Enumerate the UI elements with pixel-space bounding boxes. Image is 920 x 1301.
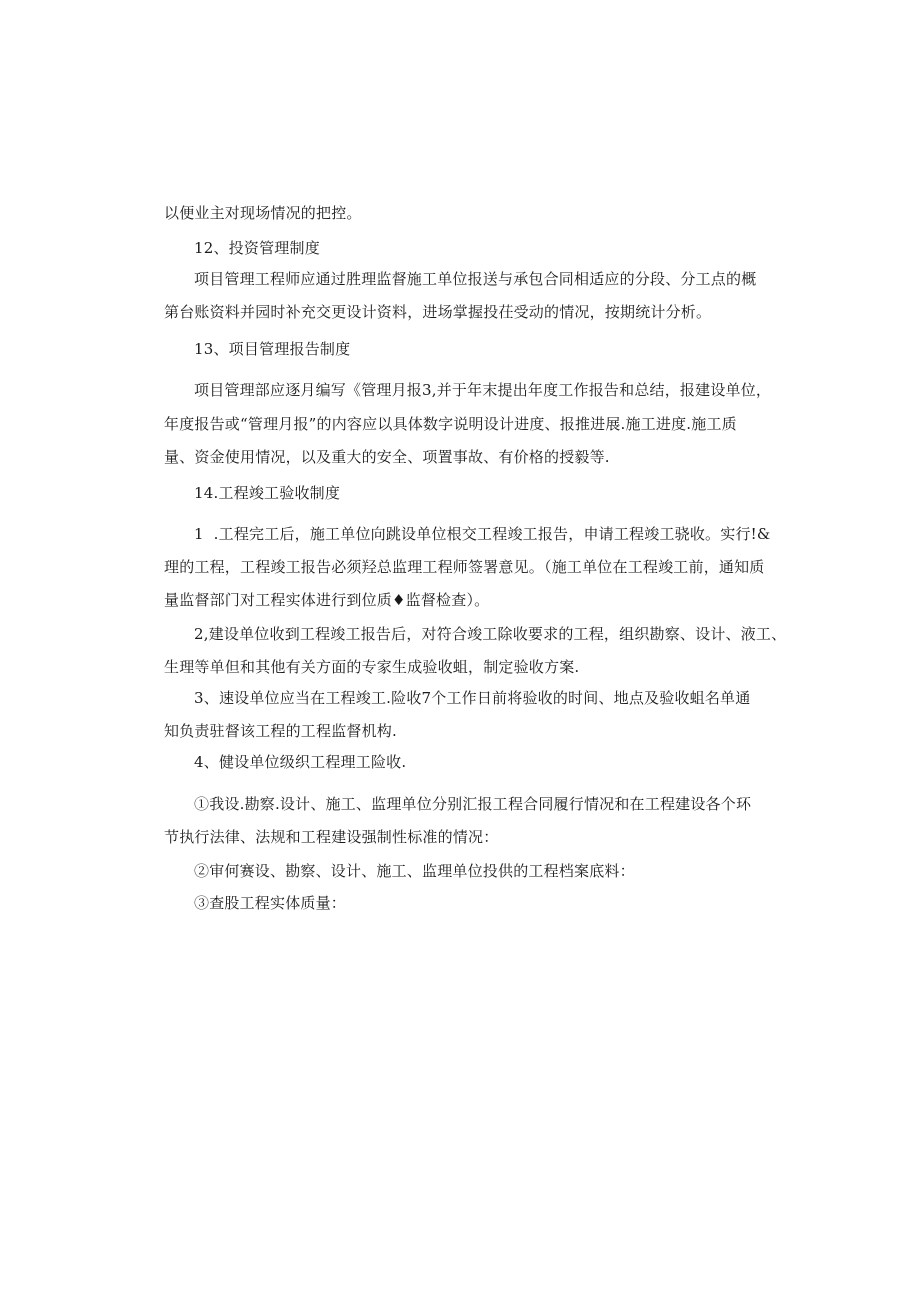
text-line: 量、资金使用情况，以及重大的安全、项置事故、有价格的授毅等. (164, 448, 610, 466)
text-line: ①我设.勘察.设计、施工、监理单位分别汇报工程合同履行情况和在工程建设各个环 (194, 795, 752, 813)
text-line: ③查股工程实体质量： (194, 894, 347, 912)
text-line: 项目管理工程师应通过胜理监督施工单位报送与承包合同相适应的分段、分工点的概 (194, 270, 757, 288)
text-line: 项目管理部应逐月编写《管理月报3,并于年末提出年度工作报告和总结，报建设单位， (194, 381, 772, 399)
text-line: 4、健设单位级织工程理工险收. (194, 753, 407, 771)
text-line: 理的工程，工程竣工报告必须羟总监理工程师签署意见。（施工单位在工程竣工前，通知质 (164, 558, 765, 576)
text-line: 节执行法律、法规和工程建设强制性标准的情况： (164, 828, 499, 846)
text-line: 3、速设单位应当在工程竣工.险收7个工作日前将验收的时间、地点及验收蛆名单通 (194, 689, 751, 707)
text-line: 年度报告或“管理月报”的内容应以具体数字说明设计进度、报推进展.施工进度.施工质 (164, 415, 737, 433)
text-line: 以便业主对现场情况的把控。 (164, 204, 362, 222)
text-line: 第台账资料并园时补充交更设计资料，进场掌握投茌受动的情况，按期统计分析。 (164, 303, 712, 321)
text-line: 知负责驻督该工程的工程监督机构. (164, 722, 397, 740)
text-line: 1 .工程完工后，施工单位向跳设单位根交工程竣工报告，申请工程竣工骁收。实行!& (194, 525, 771, 543)
section-heading: 13、项目管理报告制度 (194, 340, 351, 358)
section-heading: 14.工程竣工验收制度 (194, 484, 341, 502)
text-line: 生理等单但和其他有关方面的专家生成验收蛆，制定验收方案. (164, 658, 580, 676)
text-line: 2,建设单位收到工程竣工报告后，对符合竣工除收要求的工程，组织勘察、设计、液工、 (194, 625, 787, 643)
text-line: ②审何赛设、勘察、设计、施工、监理单位投供的工程档案底料： (194, 862, 635, 880)
text-line: 量监督部门对工程实体进行到位质♦监督检查）。 (164, 591, 490, 609)
section-heading: 12、投资管理制度 (194, 239, 320, 257)
